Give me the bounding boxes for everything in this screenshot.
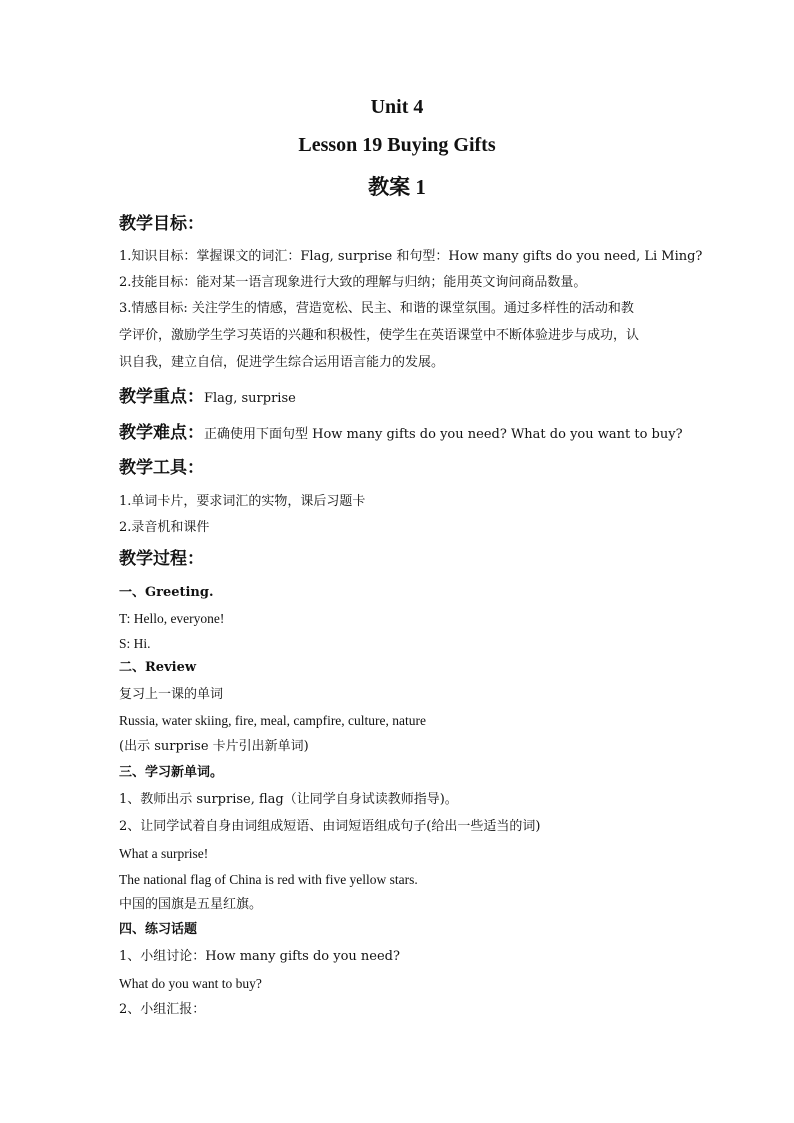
new-words-line-2: 2、让同学试着自身由词组成短语、由词短语组成句子(给出一些适当的词) bbox=[119, 819, 541, 834]
unit-title: Unit 4 bbox=[370, 96, 424, 118]
review-word-list: Russia, water skiing, fire, meal, campfire, culture, nature bbox=[119, 713, 427, 728]
review-line-1: 复习上一课的单词 bbox=[119, 687, 224, 702]
objectives-heading: 教学目标： bbox=[119, 214, 204, 234]
practice-line-1: 1、小组讨论：How many gifts do you need? bbox=[119, 949, 400, 964]
process-heading: 教学过程： bbox=[119, 549, 204, 569]
objective-emotion-line1: 3.情感目标: 关注学生的情感，营造宽松、民主、和谐的课堂氛围。通过多样性的活动和教 bbox=[119, 301, 634, 316]
lesson-title: Lesson 19 Buying Gifts bbox=[298, 134, 496, 156]
section-review-title: 二、Review bbox=[119, 660, 197, 675]
objective-skill: 2.技能目标：能对某一语言现象进行大致的理解与归纳；能用英文询问商品数量。 bbox=[119, 275, 587, 290]
plan-title: 教案 1 bbox=[368, 175, 426, 199]
new-words-example-3: 中国的国旗是五星红旗。 bbox=[119, 897, 263, 912]
section-practice-title: 四、练习话题 bbox=[119, 922, 198, 937]
key-points-heading: 教学重点： bbox=[119, 387, 204, 407]
tool-item-2: 2.录音机和课件 bbox=[119, 520, 210, 535]
greeting-student-line: S: Hi. bbox=[119, 636, 151, 651]
practice-line-2: What do you want to buy? bbox=[119, 976, 262, 991]
greeting-teacher-line: T: Hello, everyone! bbox=[119, 611, 225, 626]
difficulties-heading: 教学难点： bbox=[119, 423, 204, 443]
objective-emotion-line3: 识自我，建立自信，促进学生综合运用语言能力的发展。 bbox=[119, 355, 445, 370]
new-words-line-1: 1、教师出示 surprise, flag（让同学自身试读教师指导)。 bbox=[119, 792, 458, 807]
key-points-content: Flag, surprise bbox=[204, 391, 296, 406]
key-points-row bbox=[119, 385, 296, 411]
new-words-example-2: The national flag of China is red with five yellow stars. bbox=[119, 872, 418, 887]
objective-knowledge: 1.知识目标：掌握课文的词汇：Flag, surprise 和句型：How many gifts do you need, Li Ming? bbox=[119, 249, 703, 264]
objective-emotion-line2: 学评价，激励学生学习英语的兴趣和积极性，使学生在英语课堂中不断体验进步与成功，认 bbox=[119, 328, 640, 343]
new-words-example-1: What a surprise! bbox=[119, 846, 209, 861]
tool-item-1: 1.单词卡片，要求词汇的实物，课后习题卡 bbox=[119, 494, 366, 509]
difficulties-row bbox=[119, 421, 683, 447]
difficulties-content: 正确使用下面句型 How many gifts do you need? What do you want to buy? bbox=[204, 427, 683, 442]
section-new-words-title: 三、学习新单词。 bbox=[119, 765, 224, 780]
tools-heading: 教学工具： bbox=[119, 458, 204, 478]
review-line-3: (出示 surprise 卡片引出新单词) bbox=[119, 739, 309, 754]
section-greeting-title: 一、Greeting. bbox=[119, 585, 214, 600]
practice-line-3: 2、小组汇报： bbox=[119, 1002, 206, 1017]
